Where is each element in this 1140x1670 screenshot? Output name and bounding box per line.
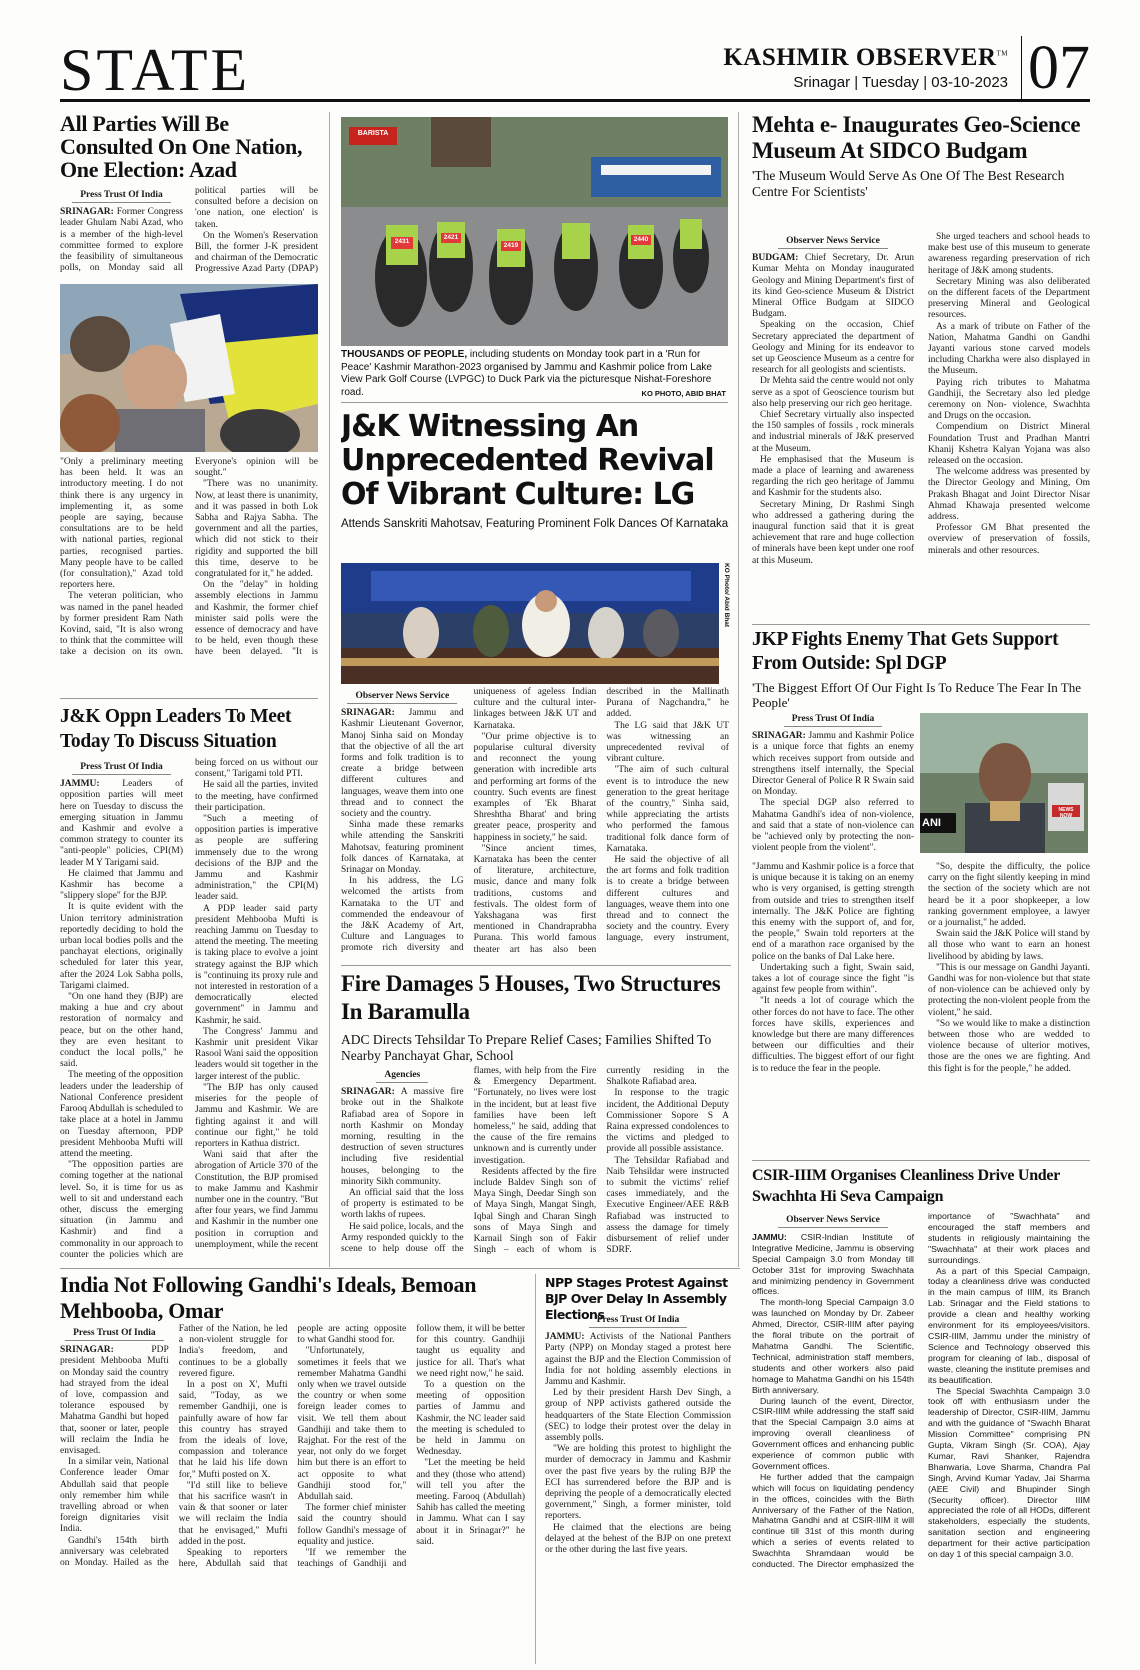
- section-rule: [60, 1268, 740, 1269]
- story-body-top: Press Trust Of India SRINAGAR: Former Congress leader Ghulam Nabi Azad, who is a member of the high-level committee formed to explore the feasibility of simultaneous polls, on Monday said all political parties will be consulted before a decision on 'one nation, one election' is taken. On the Women's Reservation Bill, the former J-K president and chairman of the Democratic Progressive Azad Party (DPAP): [60, 186, 318, 275]
- photo-credit: KO PHOTO, ABID BHAT: [641, 389, 726, 398]
- jkp-photo: [920, 713, 1088, 853]
- story-gandhi: [60, 1272, 525, 1666]
- section-rule: [341, 965, 731, 966]
- headline: NPP Stages Protest Against BJP Over Delay In Assembly Elections: [545, 1275, 728, 1322]
- byline: Agencies: [376, 1070, 428, 1083]
- deck: 'The Biggest Effort Of Our Fight Is To Reduce The Fear In The People': [752, 680, 1082, 710]
- headline: J&K Oppn Leaders To Meet Today To Discuss Situation: [60, 706, 292, 752]
- story-azad: [60, 112, 318, 667]
- marathon-sign: BARISTA: [357, 130, 389, 137]
- section-rule: [341, 402, 728, 403]
- masthead: [60, 34, 1090, 103]
- byline: Press Trust Of India: [589, 1315, 688, 1328]
- byline: Press Trust Of India: [65, 1328, 164, 1341]
- story-body: Press Trust Of India JAMMU: Activists of the National Panthers Party (NPP) on Monday staged a protest here against the BJP and the Election Commission of India for not holding assembly elections in Jammu and Kashmir. Led by their president Harsh Dev Singh, a group of NPP activists gathered outside the headquarters of the State Election Commission (SEC) to lodge their protest over the delay in assembly polls. "We are holding this protest to highlight the murder of democracy in Jammu and Kashmir over the past five years by the ruling BJP the ECI has surrendered before the BJP and is depriving the people of a democratically elected government," Singh, a former minister, told reporters. He claimed that the elections are being delayed at the behest of the BJP on one pretext or the other during the last five years.: [545, 1315, 731, 1556]
- byline: Observer News Service: [778, 236, 888, 249]
- lg-stage-image: [341, 563, 719, 684]
- dateline: JAMMU:: [545, 1332, 585, 1343]
- story-body: Agencies SRINAGAR: A massive fire broke out in the Shalkote Rafiabad area of Sopore in north Kashmir on Monday morning, resulting in the destruction of seven structures including five residential houses, belonging to the minority Sikh community. An official said that the loss of property is estimated to be worth lakhs of rupees. He said police, locals, and the Army responded quickly to the scene to help douse off the flames, with help from the Fire & Emergency Department. "Fortunately, no lives were lost in the incident, but at least five families have been left homeless," he said, adding that the cause of the fire remains unknown and is currently under investigation. Residents affected by the fire include Baldev Singh son of Maya Singh, Deedar Singh son of Maya Singh, Mangat Singh, Iqbal Singh and Charan Singh sons of Maya Singh and Karnail Singh son of Fakir Singh – each of whom is currently residing in the Shalkote Rafiabad area. In response to the tragic incident, the Additional Deputy Commissioner Sopore S A Raina expressed condolences to the victims and pledged to provide all possible assistance. The Tehsildar Rafiabad and Naib Tehsildar were instructed to submit the victims' relief cases immediately, and the Executive Engineer/AEE R&B Rafiabad was instructed to assess the damage for timely disbursement of relief under SDRF.: [341, 1066, 729, 1256]
- story-body: Observer News Service JAMMU: CSIR-Indian Institute of Integrative Medicine, Jammu is observing Special Campaign 3.0 from Monday till October 31st for improving Swachhata and minimizing pendency in Government offices. The month-long Special Campaign 3.0 was launched on Monday by Dr. Zabeer Ahmed, Director, CSIR-IIIM after paying the floral tribute on the portrait of Mahatma Gandhi. The Scientific, Technical, administration staff members, students and other workers also paid homage to Mahatma Gandhi on his 154th Birth anniversary. During launch of the event, Director, CSIR-IIIM while addressing the staff said that the Special Campaign 3.0 aims at improving overall cleanliness of Government offices and enhancing public experience of common public with Government offices. He further added that the campaign which will focus on liquidating pendency in the offices, coincides with the Birth Anniversary of the Father of the Nation, Mahatma Gandhi and at CSIR-IIIM it will continue till 31st of this month during which a series of events related to Swachhta Shramdaan would be conducted. The Director emphasized the importance of "Swachhata" and encouraged the staff members and students in religiously maintaining the "Swachhata" at their work places and surroundings. As a part of this Special Campaign, today a cleanliness drive was conducted in the main campus of IIIM, its Branch Lab. Srinagar and the Field stations to provide a clean and healthy working environment for its employees/visitors. CSIR-IIIM, Jammu under the ministry of Science and Technology observed this program for cleaning of lab., disposal of waste, cleaning the institute premises and its beautification. The Special Swachhta Campaign 3.0 took off with enthusiasm under the leadership of Director, CSIR-IIIM, Jammu and with the guidance of "Swachh Bharat Mission Committee" comprising PN Gupta, Vikram Singh (Sr. COA), Ajay Kumar, Ravi Shanker, Rajendra Bhanwaria, Love Sharma, Chandra Pal Singh, Arvind Kumar Yadav, Jai Sharma (AEE Civil) and Bhupinder Singh (Security officer). Director IIIM appreciated the role of all HODs, different stakeholders, especially the students, sanitation section and engineering department for their active participation on day 1 of this special campaign 3.0.: [752, 1211, 1090, 1570]
- story-body: Press Trust Of India SRINAGAR: PDP president Mehbooba Mufti on Monday said the country had strayed from the ideal of love, compassion and tolerance espoused by Mahatma Gandhi but hoped that, sooner or later, people will reclaim the India he envisaged. In a similar vein, National Conference leader Omar Abdullah said that people only remember him while travelling abroad or when foreign dignitaries visit India. Gandhi's 154th birth anniversary was celebrated on Monday. Hailed as the Father of the Nation, he led a non-violent struggle for India's freedom, and continues to be a globally revered figure. In a post on X', Mufti said, "Today, as we remember Gandhiji, one is painfully aware of how far this country has strayed from the ideals of love, compassion and tolerance that he laid his life down for," Mufti posted on X. "I'd still like to believe that his sacrifice wasn't in vain & that sooner or later we will reclaim the India that he envisaged," Mufti added in the post. Speaking to reporters here, Abdullah said that people are acting opposite to what Gandhi stood for. "Unfortunately, sometimes it feels that we remember Mahatma Gandhi only when we travel outside the country or when some foreign leader comes to visit. We tell them about Gandhiji and take them to Rajghat. For the rest of the year, not only do we forget him but there is an effort to act opposite to what Gandhiji stood for," Abdullah said. The former chief minister said the country should follow Gandhi's message of equality and justice. "If we remember the teachings of Gandhiji and follow them, it will be better for this country. Gandhiji taught us equality and justice for all. That's what we need right now," he said. To a question on the meeting of opposition parties of Jammu and Kashmir, the NC leader said the meeting is scheduled to be held in Jammu on Wednesday. "Let the meeting be held and they (those who attend) will tell you after the meeting. Farooq (Abdullah) Sahib has called the meeting in Jammu. What can I say about it in Srinagar?" he said.: [60, 1324, 525, 1570]
- column-rule: [738, 112, 739, 1267]
- deck: 'The Museum Would Serve As One Of The Best Research Centre For Scientists': [752, 168, 1065, 199]
- story-jkp: [752, 628, 1090, 1158]
- story-lg: [341, 410, 731, 962]
- story-csir: [752, 1165, 1090, 1665]
- newspaper-name: KASHMIR OBSERVER™: [723, 44, 1008, 71]
- headline: Mehta e- Inaugurates Geo-Science Museum At SIDCO Budgam: [752, 112, 1081, 163]
- section-title: STATE: [60, 37, 251, 103]
- story-npp: [545, 1275, 731, 1667]
- dateline: SRINAGAR:: [341, 1087, 395, 1098]
- story-body: Press Trust Of India JAMMU: Leaders of opposition parties will meet here on Tuesday to discuss the emerging situation in Jammu and Kashmir and evolve a common strategy to counter its "anti-people" policies, CPI(M) leader M Y Tarigami said. He claimed that Jammu and Kashmir has become a "slippery slope" for the BJP. It is quite evident with the Union territory administration reportedly deciding to hold the urban local bodies polls and the panchayat elections, originally scheduled for later this year, after the 2024 Lok Sabha polls, Tarigami claimed. "On one hand they (BJP) are making a hue and cry about restoration of normalcy and peace, but on the other hand, they are even hesitant to conduct the local polls," he said. The meeting of the opposition leaders under the leadership of National Conference president Farooq Abdullah is scheduled to take place at a hotel in Jammu on Tuesday afternoon, PDP president Mehbooba Mufti will attend the meeting. "The opposition parties are coming together at the national level. So, it is time for us as well to sit and understand each other, discuss the emerging situation (in Jammu and Kashmir) and find a commonality in our approach to counter the policies which are being forced on us without our consent," Tarigami told PTI. He said all the parties, invited to the meeting, have confirmed their participation. "Such a meeting of opposition parties is imperative as people are suffering immensely due to the wrong decisions of the BJP and the Jammu and Kashmir administration," the CPI(M) leader said. A PDP leader said party president Mehbooba Mufti is reaching Jammu on Tuesday to attend the meeting. The meeting is taking place to evolve a joint strategy against the BJP which is "continuing its proxy rule and not interested in restoration of a democratically elected government" in Jammu and Kashmir, he said. The Congress' Jammu and Kashmir unit president Vikar Rasool Wani said the opposition leaders would sit together in the larger interest of the public. "The BJP has only caused miseries for the people of Jammu and Kashmir. We are fighting against it and will continue our fight," he told reporters in Kathua district. Wani said that after the abrogation of Article 370 of the Constitution, the BJP promised to make Jammu and Kashmir number one in the country. "But after four years, we find Jammu and Kashmir in the number one position in corruption and unemployment, while the recent: [60, 758, 318, 1260]
- special-dgp-image: [920, 713, 1088, 853]
- headline: J&K Witnessing An Unprecedented Revival Of Vibrant Culture: LG: [341, 410, 714, 512]
- photo-credit: KO Photo/ Abid Bhat: [723, 563, 730, 628]
- marathon-photo: [341, 117, 728, 346]
- story-body-bottom: "Only a preliminary meeting has been held. It was an introductory meeting. I do not think there is any urgency in implementing it, as some people are saying, because consultations are to be held with national parties, regional parties, recognised parties. Many people have to be called (for consultation)," Azad told reporters here. The veteran politician, who was named in the panel headed by former president Ram Nath Kovind, said, "It is also wrong to think that the committee will take a decision on its own. Everyone's opinion will be sought." "There was no unanimity. Now, at least there is unanimity, and it was passed in both Lok Sabha and Rajya Sabha. The government and all the parties, which did not stick to their rigidity and supported the bill this time, deserve to be congratulated for it," he added. On the "delay" in holding assembly elections in Jammu and Kashmir, the former chief minister said polls were the essence of democracy and have to be held, even though these have been delayed. "It is: [60, 457, 318, 658]
- marathon-caption: THOUSANDS OF PEOPLE, including students on Monday took part in a 'Run for Peace' Kashmir Marathon-2023 organised by Jammu and Kashmir police from Lake View Park Golf Course (LVPGC) to Duck Park via the picturesque Nishat-Foreshore road.: [341, 349, 712, 398]
- marathon-runners-image: [341, 117, 728, 346]
- story-oppn: [60, 704, 318, 1264]
- bib-number: 2419: [503, 242, 519, 249]
- byline: Press Trust Of India: [72, 762, 171, 775]
- bib-number: 2431: [394, 238, 410, 245]
- deck: Attends Sanskriti Mahotsav, Featuring Prominent Folk Dances Of Karnataka: [341, 518, 729, 530]
- page-number: 07: [1021, 36, 1090, 100]
- dateline: SRINAGAR:: [341, 708, 395, 719]
- bib-number: 2440: [633, 236, 649, 243]
- section-rule: [60, 698, 318, 699]
- byline: Observer News Service: [778, 1215, 888, 1228]
- dateline: SRINAGAR:: [60, 207, 114, 218]
- headline: India Not Following Gandhi's Ideals, Bemoan Mehbooba, Omar: [60, 1272, 477, 1323]
- dateline: SRINAGAR:: [752, 731, 806, 742]
- byline: Press Trust Of India: [72, 190, 171, 203]
- section-rule: [752, 1160, 1090, 1161]
- story-fire: [341, 970, 731, 1266]
- bib-number: 2421: [443, 234, 459, 241]
- azad-photo: [60, 284, 318, 452]
- headline: JKP Fights Enemy That Gets Support From Outside: Spl DGP: [752, 629, 1059, 674]
- column-rule: [329, 112, 330, 1267]
- story-body-left: Press Trust Of India SRINAGAR: Jammu and Kashmir Police is a unique force that fights an enemy which receives support from outside and strengthens itself internally, the Special Director General of Police R R Swain said on Monday. The special DGP also referred to Mahatma Gandhi's idea of non-violence, and said that a state of non-violence can be "achieved only by protecting the non-violent people from the violent".: [752, 714, 914, 854]
- byline: Observer News Service: [347, 691, 457, 704]
- dateline: BUDGAM:: [752, 253, 799, 264]
- headline: All Parties Will Be Consulted On One Nation, One Election: Azad: [60, 112, 303, 182]
- dateline: SRINAGAR:: [60, 1345, 114, 1356]
- story-body: Observer News Service SRINAGAR: Jammu and Kashmir Lieutenant Governor, Manoj Sinha said on Monday that the objective of all the art forms and folk tradition is to create a bridge between different cultures and languages, weave them into one thread and to connect the society and the country. Sinha made these remarks while attending the Sanskriti Mahotsav, featuring prominent folk dances of Karnataka, at Srinagar on Monday. In his address, the LG welcomed the artists from Karnataka to the UT and commended the endeavour of the J&K Academy of Art, Culture and Languages to promote rich diversity and uniqueness of ageless Indian culture and the cultural inter-linkages between J&K UT and Karnataka. "Our prime objective is to popularise cultural diversity and reconnect the young generation with incredible arts and performing art forms of the country. Such events are finest examples of 'Ek Bharat Shreshtha Bharat' and bring greater peace, prosperity and happiness in society," he said. "Since ancient times, Karnataka has been the center of literature, architecture, music, dance and many folk traditions, customs and festivals. The oldest form of Yakshagana was first mentioned in Chandraprabha Purana. This world famous theater art has also been described in the Mallinath Purana of Nagchandra," he added. The LG said that J&K UT was witnessing an unprecedented revival of vibrant culture. "The aim of such cultural event is to introduce the new generation to the great heritage of the country," Sinha said, while appreciating the artists who performed the famous traditional folk dance form of Karnataka. He said the objective of all the art forms and folk tradition is to create a bridge between different cultures and languages, weave them into one thread and to connect the society and the country. Every language, every instrument,: [341, 687, 729, 955]
- deck: ADC Directs Tehsildar To Prepare Relief Cases; Families Shifted To Nearby Panchayat Ghar, School: [341, 1032, 712, 1063]
- azad-crowd-image: [60, 284, 318, 452]
- story-mehta: [752, 112, 1090, 622]
- column-rule: [535, 1274, 536, 1664]
- byline: Press Trust Of India: [784, 714, 883, 727]
- lg-event-photo: [341, 563, 719, 684]
- story-body: "Jammu and Kashmir police is a force that is unique because it is taking on an enemy who is very organised, is getting strength from outside and tries to strengthen itself internally. The J&K Police are fighting this enemy with the support of, and for, the people," Swain told reporters at the end of a marathon race organised by the police on the banks of Dal Lake here. Undertaking such a fight, Swain said, takes a lot of courage since the fight "is against few people from within". "It needs a lot of courage which the other forces do not have to face. The other forces have skills, experiences and knowledge but there are many differences between our difficulties and their difficulties. The biggest effort of our fight is to reduce the fear in the people. "So, despite the difficulty, the police carry on the fight silently keeping in mind the section of the society which are not heard be it a poor shopkeeper, a low ranking government employee, a lawyer or a journalist," he added. Swain said the J&K Police will stand by all those who want to earn an honest livelihood by abiding by laws. "This is our message on Gandhi Jayanti. Gandhi was for non-violence but that state of non-violence can be achieved only by protecting the non-violent people from the violent," he said. "So we would like to make a distinction between those who are wedded to violence because of ulterior motives, those are the ones we are fighting. And this fight is for the people," he added.: [752, 862, 1090, 1074]
- dateline: JAMMU:: [60, 779, 100, 790]
- news-mic-flag: NEWS NOW: [1058, 807, 1074, 819]
- dateline: JAMMU:: [752, 1231, 787, 1242]
- headline: CSIR-IIIM Organises Cleanliness Drive Under Swachhta Hi Seva Campaign: [752, 1167, 1060, 1205]
- issue-date: Srinagar | Tuesday | 03-10-2023: [793, 74, 1008, 91]
- story-body: Observer News Service BUDGAM: Chief Secretary, Dr. Arun Kumar Mehta on Monday inaugurated Geology and Mining Department's first of its kind Geo-science Museum & District Mineral Office Budgam at SIDCO Budgam. Speaking on the occasion, Chief Secretary appreciated the department of Geology and Mining for its endeavor to set up Geoscience Museum as a centre for research for all geologists and scientists. Dr Mehta said the centre would not only serve as a spot of Geoscience tourism but also help preserving our rich geo heritage. Chief Secretary virtually also inspected the 150 samples of fossils , rock minerals and industrial minerals of J&K preserved at the Museum. He emphasised that the Museum is made a place of learning and awareness regarding the rich geo heritage of Jammu and Kashmir for the students also. Secretary Mining, Dr Rashmi Singh who addressed a gathering during the inaugural function said that it is great achievement that rare and huge collection of minerals have been kept under one roof at this Museum. She urged teachers and school heads to make best use of this museum to generate awareness regarding preservation of rich heritage of J&K among students. Secretary Mining was also deliberated on the different facets of the Department preserving Mineral and Geological resources. As a mark of tribute on Father of the Nation, Mahatma Gandhi on Gandhi Jayanti various stone carved models including Charkha were also displayed in the Museum. Paying rich tributes to Mahatma Gandhiji, the Secretary also led pledge ceremony on Non- violence, Swachhta and Drugs on the occasion. Compendium on District Mineral Foundation Trust and Pradhan Mantri Khanij Kshetra Kalyan Yojana was also released on the occasion. The welcome address was presented by the Director Geology and Mining, Om Prakash Bhagat and Joint Director Nisar Ahmad Khawaja presented welcome address. Professor GM Bhat presented the overview of preservation of fossils, minerals and other resources.: [752, 232, 1090, 566]
- ani-logo: ANI: [922, 817, 941, 829]
- headline: Fire Damages 5 Houses, Two Structures In Baramulla: [341, 971, 721, 1024]
- section-rule: [752, 624, 1090, 625]
